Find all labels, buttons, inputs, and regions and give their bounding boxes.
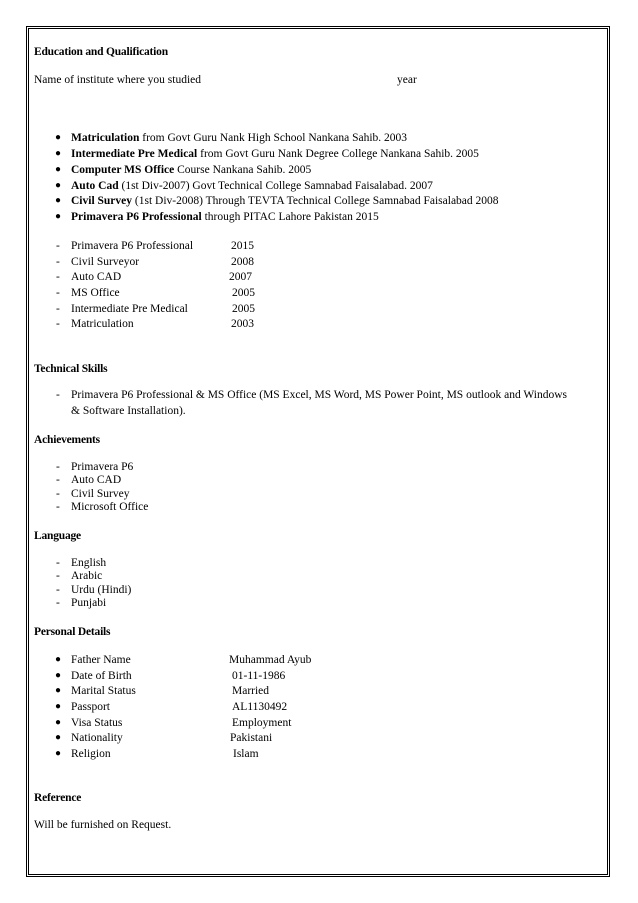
personal-value: Employment <box>232 717 292 729</box>
dash-mark: - <box>56 570 60 582</box>
personal-value: AL1130492 <box>232 701 288 713</box>
qualification-name: Auto Cad <box>71 180 119 192</box>
summary-year: 2015 <box>231 240 254 252</box>
dash-mark: - <box>56 501 60 513</box>
dash-mark: - <box>56 488 60 500</box>
summary-qualification: Matriculation <box>71 318 134 330</box>
dash-mark: - <box>56 597 60 609</box>
reference-heading: Reference <box>34 792 82 804</box>
qualification-detail: through PITAC Lahore Pakistan 2015 <box>201 211 379 223</box>
personal-label: Passport <box>71 701 110 713</box>
language-item: Arabic <box>71 570 103 582</box>
language-item: English <box>71 557 107 569</box>
summary-year: 2005 <box>232 287 255 299</box>
personal-label: Marital Status <box>71 685 136 697</box>
achievement-item: Civil Survey <box>71 488 130 500</box>
qualification-name: Matriculation <box>71 132 140 144</box>
qualification-detail: (1st Div-2007) Govt Technical College Samnabad Faisalabad. 2007 <box>118 180 433 192</box>
achievement-item: Auto CAD <box>71 474 122 486</box>
bullet-icon: ● <box>55 748 62 759</box>
summary-year: 2007 <box>229 271 252 283</box>
personal-value: Muhammad Ayub <box>229 654 312 666</box>
summary-year: 2005 <box>232 303 255 315</box>
personal-label: Religion <box>71 748 111 760</box>
qualification-detail: from Govt Guru Nank Degree College Nankana Sahib. 2005 <box>197 148 479 160</box>
dash-mark: - <box>56 389 60 401</box>
bullet-icon: ● <box>55 180 62 191</box>
dash-mark: - <box>56 557 60 569</box>
summary-qualification: Civil Surveyor <box>71 256 140 268</box>
bullet-icon: ● <box>55 132 62 143</box>
personal-label: Father Name <box>71 654 131 666</box>
qualification-detail: (1st Div-2008) Through TEVTA Technical College Samnabad Faisalabad 2008 <box>132 195 499 207</box>
qualification-detail: Course Nankana Sahib. 2005 <box>174 164 312 176</box>
technical-skills-heading: Technical Skills <box>34 363 108 375</box>
dash-mark: - <box>56 318 60 330</box>
bullet-icon: ● <box>55 211 62 222</box>
dash-mark: - <box>56 256 60 268</box>
dash-mark: - <box>56 240 60 252</box>
bullet-icon: ● <box>55 717 62 728</box>
dash-mark: - <box>56 461 60 473</box>
year-column-label: year <box>397 74 417 86</box>
bullet-icon: ● <box>55 685 62 696</box>
language-item: Punjabi <box>71 597 107 609</box>
summary-year: 2003 <box>231 318 254 330</box>
technical-skills-line: & Software Installation). <box>71 405 186 417</box>
personal-label: Visa Status <box>71 717 123 729</box>
language-heading: Language <box>34 530 81 542</box>
dash-mark: - <box>56 474 60 486</box>
qualification-name: Civil Survey <box>71 195 133 207</box>
personal-label: Nationality <box>71 732 123 744</box>
technical-skills-line: Primavera P6 Professional & MS Office (MS Excel, MS Word, MS Power Point, MS outlook and Windows <box>71 389 567 401</box>
language-item: Urdu (Hindi) <box>71 584 132 596</box>
qualification-name: Primavera P6 Professional <box>71 211 202 223</box>
summary-year: 2008 <box>231 256 254 268</box>
bullet-icon: ● <box>55 670 62 681</box>
achievement-item: Primavera P6 <box>71 461 134 473</box>
qualification-name: Computer MS Office <box>71 164 175 176</box>
summary-qualification: Primavera P6 Professional <box>71 240 194 252</box>
bullet-icon: ● <box>55 164 62 175</box>
personal-details-heading: Personal Details <box>34 626 111 638</box>
dash-mark: - <box>56 287 60 299</box>
personal-label: Date of Birth <box>71 670 132 682</box>
qualification-detail: from Govt Guru Nank High School Nankana Sahib. 2003 <box>139 132 408 144</box>
bullet-icon: ● <box>55 701 62 712</box>
dash-mark: - <box>56 584 60 596</box>
bullet-icon: ● <box>55 654 62 665</box>
education-heading: Education and Qualification <box>34 46 168 58</box>
achievements-heading: Achievements <box>34 434 100 446</box>
personal-value: Islam <box>233 748 259 760</box>
reference-text: Will be furnished on Request. <box>34 819 172 831</box>
bullet-icon: ● <box>55 195 62 206</box>
personal-value: Married <box>232 685 270 697</box>
summary-qualification: Intermediate Pre Medical <box>71 303 188 315</box>
qualification-name: Intermediate Pre Medical <box>71 148 198 160</box>
personal-value: Pakistani <box>230 732 273 744</box>
summary-qualification: MS Office <box>71 287 120 299</box>
achievement-item: Microsoft Office <box>71 501 149 513</box>
bullet-icon: ● <box>55 148 62 159</box>
bullet-icon: ● <box>55 732 62 743</box>
dash-mark: - <box>56 271 60 283</box>
institute-column-label: Name of institute where you studied <box>34 74 202 86</box>
summary-qualification: Auto CAD <box>71 271 122 283</box>
personal-value: 01-11-1986 <box>232 670 286 682</box>
dash-mark: - <box>56 303 60 315</box>
